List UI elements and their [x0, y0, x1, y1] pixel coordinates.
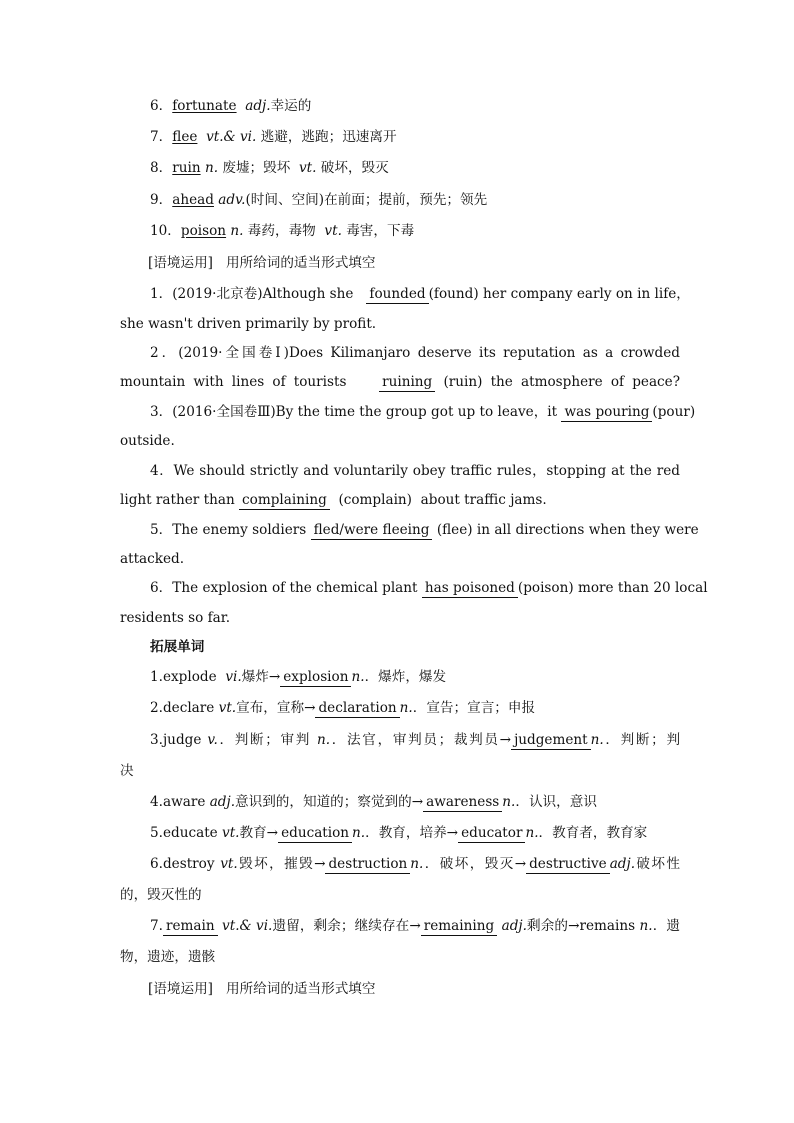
vocab-item-9: 9．ahead adv.(时间、空间)在前面；提前，预先；领先 [150, 192, 488, 208]
answer-blank: has poisoned [422, 580, 518, 598]
answer-blank: awareness [423, 794, 502, 812]
answer-blank: remaining [421, 918, 497, 936]
exercise-5-line-1: 5．The enemy soldiers fled/were fleeing (flee) in all directions when they were [150, 522, 699, 538]
extension-item-3-line-1: 3.judge v.．判断；审判 n.．法官，审判员；裁判员→ judgement n.．判断；判 [150, 732, 681, 748]
exercise-3-line-2: outside. [120, 433, 175, 449]
exercise-2-line-1: 2．(2019·全国卷Ⅰ)Does Kilimanjaro deserve its reputation as a crowded [150, 345, 680, 361]
answer-blank: judgement [511, 732, 591, 750]
answer-blank: education [278, 825, 352, 843]
vocab-word: flee [172, 129, 198, 145]
extension-item-5: 5.educate vt.教育→ education n.．教育，培养→ educator n.．教育者，教育家 [150, 825, 648, 841]
vocab-item-10: 10．poison n. 毒药，毒物 vt. 毒害，下毒 [150, 223, 415, 239]
section-heading: [语境运用] 用所给词的适当形式填空 [148, 255, 376, 271]
extension-item-2: 2.declare vt.宣布，宣称→ declaration n.．宣告；宣言；申报 [150, 700, 536, 716]
vocab-word: ruin [172, 160, 201, 176]
answer-blank: ruining [379, 374, 435, 392]
answer-blank: educator [458, 825, 525, 843]
extension-item-1: 1.explode vi.爆炸→ explosion n.．爆炸，爆发 [150, 669, 447, 685]
exercise-5-line-2: attacked. [120, 551, 185, 567]
answer-blank: destructive [526, 856, 610, 874]
extension-item-7-line-2: 物，遗迹，遗骸 [120, 949, 216, 965]
vocab-word: fortunate [172, 98, 237, 114]
answer-blank: was pouring [561, 404, 652, 422]
answer-blank: destruction [325, 856, 410, 874]
extension-item-6-line-2: 的，毁灭性的 [120, 887, 202, 903]
answer-blank: declaration [315, 700, 399, 718]
answer-blank: remain [163, 918, 218, 936]
exercise-4-line-2: light rather than complaining (complain) about traffic jams. [120, 492, 547, 508]
extension-item-4: 4.aware adj.意识到的，知道的；察觉到的→ awareness n.．认识，意识 [150, 794, 597, 810]
vocab-word: ahead [172, 192, 214, 208]
vocab-item-7: 7．flee vt.& vi. 逃避，逃跑；迅速离开 [150, 129, 397, 145]
vocab-word: poison [180, 223, 227, 239]
exercise-6-line-1: 6．The explosion of the chemical plant has poisoned (poison) more than 20 local [150, 580, 708, 596]
vocab-item-6: 6．fortunate adj.幸运的 [150, 98, 312, 114]
extension-title: 拓展单词 [150, 639, 205, 655]
exercise-3-line-1: 3．(2016·全国卷Ⅲ)By the time the group got up to leave，it was pouring (pour) [150, 404, 696, 420]
exercise-6-line-2: residents so far. [120, 610, 231, 626]
extension-item-7-line-1: 7. remain vt.& vi.遗留，剩余；继续存在→ remaining adj.剩余的→remains n.．遗 [150, 918, 680, 934]
answer-blank: founded [366, 286, 428, 304]
exercise-1-line-1: 1．(2019·北京卷)Although she founded (found) her company early on in life， [150, 286, 690, 302]
exercise-1-line-2: she wasn't driven primarily by profit. [120, 316, 377, 332]
answer-blank: explosion [280, 669, 351, 687]
extension-item-6-line-1: 6.destroy vt.毁坏，摧毁→ destruction n.．破坏，毁灭→ destructive adj.破坏性 [150, 856, 681, 872]
exercise-2-line-2: mountain with lines of tourists ruining (ruin) the atmosphere of peace? [120, 374, 680, 390]
answer-blank: complaining [239, 492, 330, 510]
answer-blank: fled/were fleeing [311, 522, 433, 540]
vocab-item-8: 8．ruin n. 废墟；毁坏 vt. 破坏，毁灭 [150, 160, 389, 176]
exercise-4-line-1: 4．We should strictly and voluntarily obey traffic rules，stopping at the red [150, 463, 680, 479]
section-heading: [语境运用] 用所给词的适当形式填空 [148, 981, 376, 997]
extension-item-3-line-2: 决 [120, 763, 134, 779]
